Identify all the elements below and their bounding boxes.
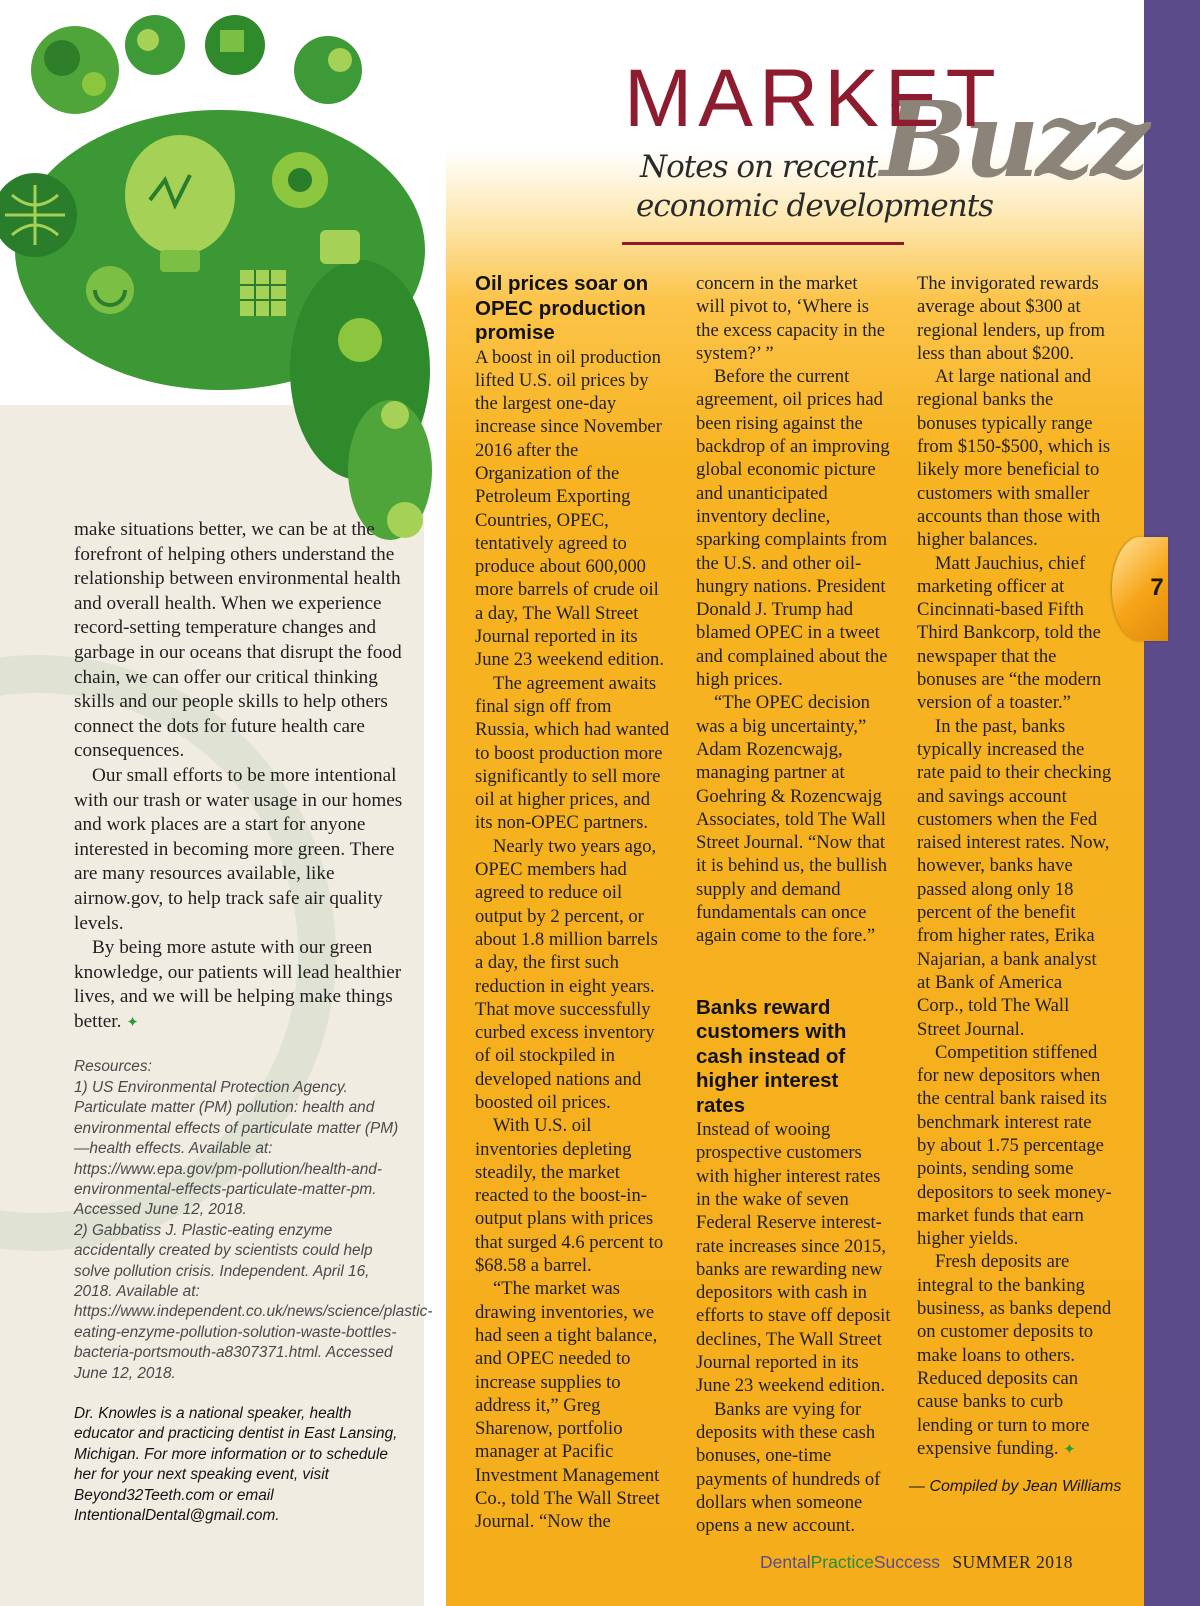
paragraph	[917, 1250, 1112, 1462]
headline-oil: Oil prices soar on OPEC production promise	[475, 272, 649, 344]
left-article	[74, 518, 433, 1526]
masthead-subtitle-line2: economic developments	[636, 188, 994, 224]
paragraph: concern in the market will pivot to, ‘Where is the excess capacity in the system?’ ”	[696, 273, 885, 364]
masthead-buzz: Buzz	[880, 78, 1146, 201]
masthead-rule	[622, 242, 904, 245]
paragraph: Banks are vying for deposits with these cash bonuses, one-time payments of hundreds of dollars when someone opens a new account.	[696, 1398, 881, 1537]
paragraph-text: By being more astute with our green knowledge, our patients will lead healthier lives, and we will be helping make things better.	[74, 937, 402, 1032]
paragraph: make situations better, we can be at the forefront of helping others understand the relationship between environmental health and overall health. When we experience record-setting temperature changes and garbage in our oceans that disrupt the food chain, we can offer our critical thinking skills and our people skills to help others connect the dots for future health care consequences.	[74, 519, 402, 762]
left-article-body	[74, 518, 404, 1035]
paragraph: Matt Jauchius, chief marketing officer at Cincinnati-based Fifth Third Bankcorp, told the newspaper that the bonuses are “the modern version of a toaster.”	[917, 552, 1102, 714]
oil-article-body	[475, 346, 670, 1534]
banks-article-body	[696, 1118, 891, 1537]
resources-title: Resources:	[74, 1058, 152, 1076]
paragraph: The agreement awaits final sign off from Russia, which had wanted to boost production more significantly to sell more oil at higher prices, and its non-OPEC partners.	[475, 672, 670, 834]
page-number: 7	[1150, 574, 1164, 601]
end-mark-icon: ✦	[1063, 1441, 1076, 1458]
footer-issue: SUMMER 2018	[952, 1552, 1074, 1572]
end-mark-icon: ✦	[126, 1014, 139, 1031]
oil-article-continued	[696, 272, 891, 948]
paragraph: Instead of wooing prospective customers with higher interest rates in the wake of seven Federal Reserve interest-rate increases since 2015, banks are rewarding new depositors with cash in efforts to stave off deposit declines, The Wall Street Journal reported in its June 23 weekend edition.	[696, 1119, 891, 1397]
paragraph: In the past, banks typically increased the rate paid to their checking and savings account customers when the Fed raised interest rates. Now, however, banks have passed along only 18 percent of the benefit from higher rates, Erika Najarian, a bank analyst at Bank of America Corp., told The Wall Street Journal.	[917, 715, 1112, 1040]
paragraph: With U.S. oil inventories depleting steadily, the market reacted to the boost-in-output plans with prices that surged 4.6 percent to $68.58 a barrel.	[475, 1115, 664, 1277]
footer-brand-success: Success	[873, 1552, 940, 1572]
credit-line: — Compiled by Jean Williams	[909, 1478, 1122, 1496]
paragraph-text: Fresh deposits are integral to the banking business, as banks depend on customer deposits to make loans to others. Reduced deposits can cause banks to curb lending or turn to more expensive funding.	[917, 1251, 1112, 1459]
column-a	[475, 272, 670, 1534]
side-bar	[1144, 0, 1200, 1606]
column-b	[696, 272, 891, 1537]
resources	[74, 1057, 433, 1384]
headline-banks: Banks reward customers with cash instead of higher interest rates	[696, 995, 847, 1117]
page-footer	[760, 1552, 1073, 1573]
footer-brand-dental: Dental	[760, 1552, 811, 1572]
author-bio: Dr. Knowles is a national speaker, health educator and practicing dentist in East Lansing, Michigan. For more information or to schedule her for your next speaking event, visit Beyond32Teeth.com or email IntentionalDental@gmail.com.	[74, 1404, 398, 1524]
paragraph: The invigorated rewards average about $300 at regional lenders, up from less than about $200.	[917, 273, 1105, 364]
paragraph: A boost in oil production lifted U.S. oil prices by the largest one-day increase since November 2016 after the Organization of the Petroleum Exporting Countries, OPEC, tentatively agreed to produce about 600,000 more barrels of crude oil a day, The Wall Street Journal reported in its June 23 weekend edition.	[475, 346, 664, 671]
paragraph: “The OPEC decision was a big uncertainty,” Adam Rozencwajg, managing partner at Goehring & Rozencwajg Associates, told The Wall Street Journal. “Now that it is behind us, the bullish supply and demand fundamentals can once again come to the fore.”	[696, 692, 888, 947]
paragraph: Competition stiffened for new depositors when the central bank raised its benchmark interest rate by about 1.75 percentage points, sending some depositors to seek money-market funds that earn higher yields.	[917, 1041, 1112, 1250]
paragraph: Before the current agreement, oil prices had been rising against the backdrop of an improving global economic picture and unanticipated inventory decline, sparking complaints from the U.S. and other oil-hungry nations. President Donald J. Trump had blamed OPEC in a tweet and complained about the high prices.	[696, 366, 890, 691]
resource-item: 1) US Environmental Protection Agency. Particulate matter (PM) pollution: health and environmental effects of particulate matter (PM)—health effects. Available at: https://www.epa.gov/pm-pollution/health-and-environmental-effects-particulate-matter-pm. Accessed June 12, 2018.	[74, 1078, 399, 1219]
footer-brand-practice: Practice	[810, 1552, 874, 1572]
footprint-toes	[31, 15, 362, 114]
paragraph: “The market was drawing inventories, we had seen a tight balance, and OPEC needed to increase supplies to address it,” Greg Sharenow, portfolio manager at Pacific Investment Management Co., told The Wall Street Journal. “Now the	[475, 1278, 660, 1533]
resource-item: 2) Gabbatiss J. Plastic-eating enzyme accidentally created by scientists could help solve pollution crisis. Independent. April 16, 2018. Available at: https://www.independent.co.uk/news/science/plastic-eating-enzyme-pollution-solution-waste-bottles-bacteria-portsmouth-a8307371.html. Accessed June 12, 2018.	[74, 1221, 433, 1382]
column-c	[909, 272, 1122, 1496]
banks-article-continued	[917, 272, 1112, 1462]
paragraph	[74, 936, 404, 1035]
masthead-subtitle	[636, 148, 993, 226]
eco-footprint-illustration	[0, 0, 445, 560]
footprint-sole	[0, 110, 432, 540]
paragraph: Nearly two years ago, OPEC members had agreed to reduce oil output by 2 percent, or about 1.8 million barrels a day, the first such reduction in eight years. That move successfully curbed excess inventory of oil stockpiled in developed nations and boosted oil prices.	[475, 835, 658, 1113]
paragraph: At large national and regional banks the bonuses typically range from $150-$500, which is likely more beneficial to customers with smaller accounts than those with higher balances.	[917, 366, 1111, 551]
masthead-market: MARKET	[624, 53, 1002, 144]
masthead-subtitle-line1: Notes on recent	[640, 149, 878, 185]
paragraph: Our small efforts to be more intentional with our trash or water usage in our homes and work places are a start for anyone interested in becoming more green. There are many resources available, like airnow.gov, to help track safe air quality levels.	[74, 764, 403, 934]
